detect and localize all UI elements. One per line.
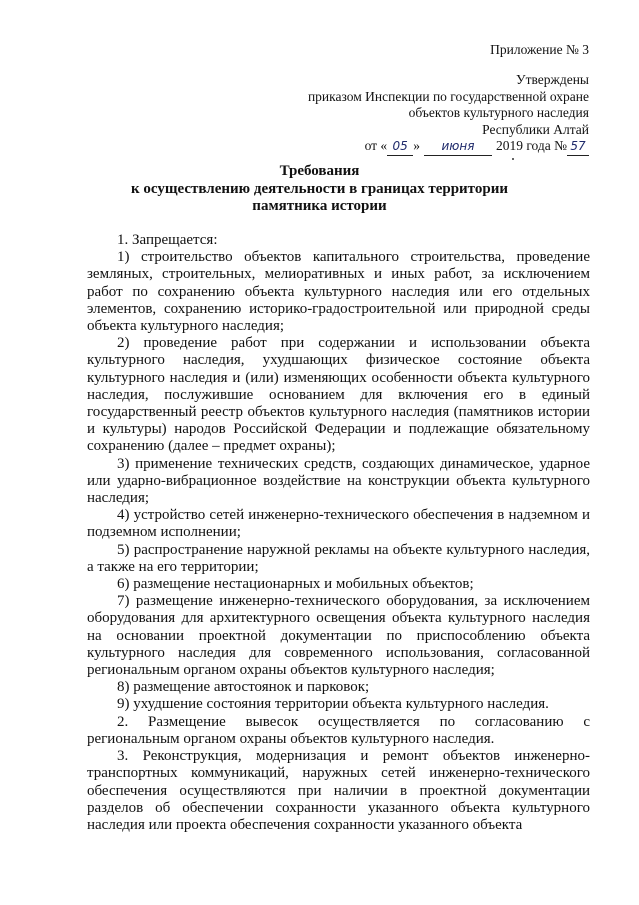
paragraph-2: 2. Размещение вывесок осуществляется по согласованию с региональным органом охраны объектов культурного наследия. [87,713,590,747]
paragraph-1-6: 6) размещение нестационарных и мобильных объектов; [117,576,474,593]
scan-speck [512,158,514,160]
date-prefix: от « [364,138,388,153]
approval-line-1: Утверждены [516,72,589,87]
date-year: 2019 года № [495,138,567,153]
paragraph-1-9: 9) ухудшение состояния территории объекта культурного наследия. [117,696,549,713]
approval-line-2: приказом Инспекции по государственной охране [307,88,589,104]
paragraph-1-5: 5) распространение наружной рекламы на объекте культурного наследия, а также на его территории; [87,541,590,575]
approval-date-line [308,138,589,156]
paragraph-1-4: 4) устройство сетей инженерно-технического обеспечения в надземном и подземном исполнении; [87,507,590,541]
paragraph-1-1: 1) строительство объектов капитального строительства, проведение земляных, строительных, мелиоративных и иных работ, за исключением работ по сохранению объекта культурного наследия или его отдельных элементов, сохранению историко-градостроительной или природной среды объекта культурного наследия; [87,249,590,335]
paragraph-1-2: 2) проведение работ при содержании и использовании объекта культурного наследия, ухудшающих физическое состояние объекта культурного наследия и (или) изменяющих особенности объекта культурного наследия, послужившие основанием для включения его в единый государственный реестр объектов культурного наследия (памятников истории и культуры) народов Российской Федерации и подлежащие обязательному сохранению (далее – предмет охраны); [87,335,590,455]
date-month-handwritten: июня [424,138,492,156]
date-day-handwritten: 05 [387,138,413,156]
document-title [0,163,639,216]
paragraph-1-3: 3) применение технических средств, создающих динамическое, ударное или ударно-вибрационное воздействие на конструкции объекта культурного наследия; [87,455,590,507]
paragraph-1-8: 8) размещение автостоянок и парковок; [117,679,370,696]
title-line-1: Требования [279,163,360,179]
annex-label: Приложение № 3 [490,42,589,57]
title-line-2: к осуществлению деятельности в границах территории [131,180,508,197]
date-mid: » [413,138,420,153]
paragraph-1: 1. Запрещается: [117,232,218,248]
approval-line-4: Республики Алтай [482,121,589,137]
title-line-3: памятника истории [252,198,387,214]
paragraph-1-7: 7) размещение инженерно-технического оборудования, за исключением оборудования для архитектурного освещения объекта культурного наследия на основании проектной документации по приспособлению объекта культурного наследия для современного использования, согласованной региональным органом охраны объектов культурного наследия; [87,593,590,679]
paragraph-3: 3. Реконструкция, модернизация и ремонт объектов инженерно-транспортных коммуникаций, наружных сетей инженерно-технического обеспечения осуществляются при наличии в проектной документации разделов об обеспечении сохранности указанного объекта культурного наследия или проекта обеспечения сохранности указанного объекта [87,748,590,833]
order-number-handwritten: 57 [567,138,589,156]
approval-block [308,72,589,156]
approval-line-3: объектов культурного наследия [408,105,589,120]
document-body [87,232,590,834]
